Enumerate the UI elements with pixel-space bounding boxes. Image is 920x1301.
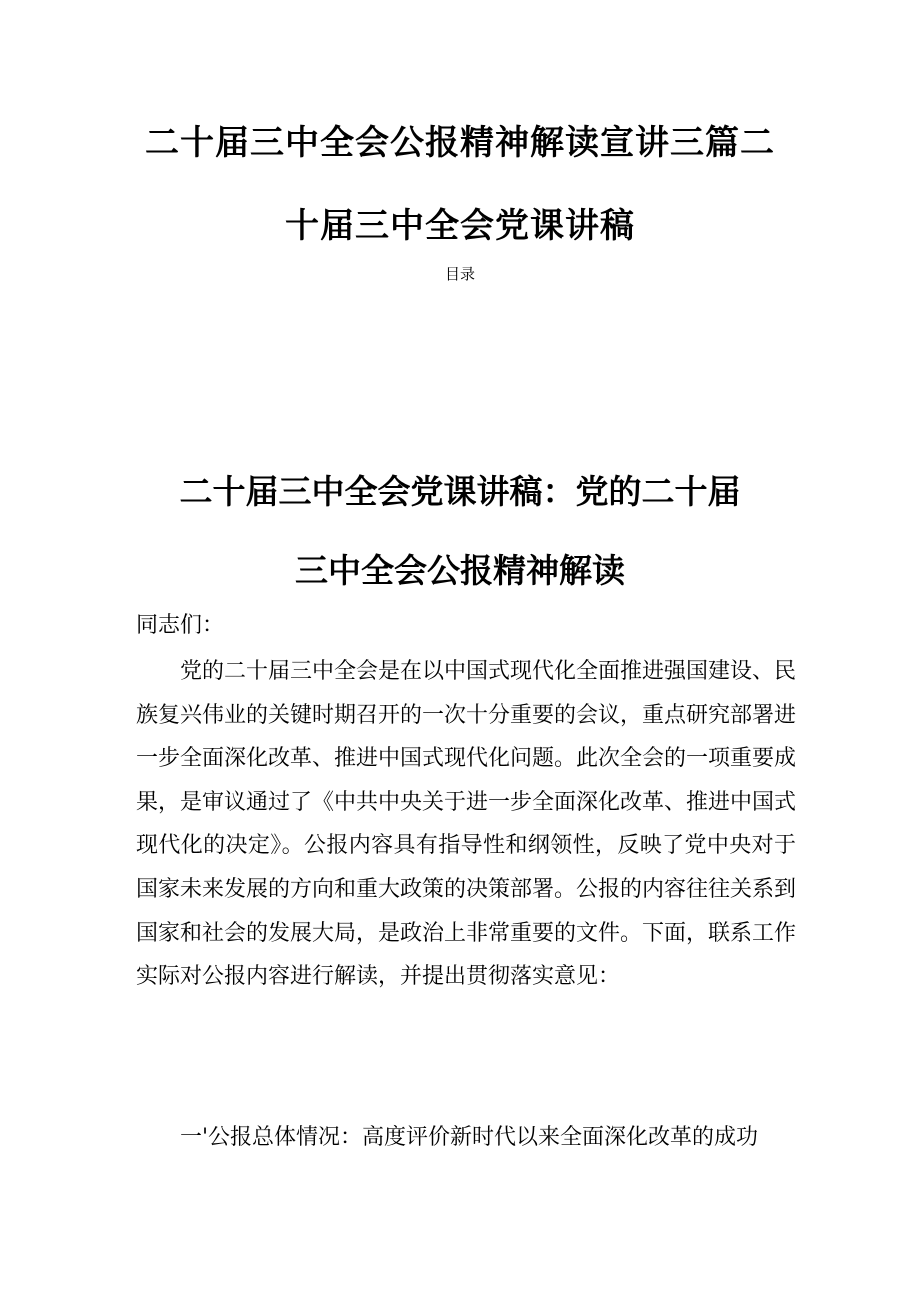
section-title-line-2: 三中全会公报精神解读 xyxy=(295,551,625,590)
section-heading-one: 一'公报总体情况：高度评价新时代以来全面深化改革的成功 xyxy=(180,1125,759,1150)
document-title-line-2: 十届三中全会党课讲稿 xyxy=(285,206,635,246)
salutation: 同志们： xyxy=(136,613,225,638)
body-paragraph: 党的二十届三中全会是在以中国式现代化全面推进强国建设、民族复兴伟业的关键时期召开的一次十分重要的会议，重点研究部署进一步全面深化改革、推进中国式现代化问题。此次全会的一项重要成果，是审议通过了《中共中央关于进一步全面深化改革、推进中国式现代化的决定》。公报内容具有指导性和纲领性，反映了党中央对于国家未来发展的方向和重大政策的决策部署。公报的内容往往关系到国家和社会的发展大局，是政治上非常重要的文件。下面，联系工作实际对公报内容进行解读，并提出贯彻落实意见： xyxy=(136,659,797,990)
document-title-line-1: 二十届三中全会公报精神解读宣讲三篇二 xyxy=(145,123,775,163)
section-title-line-1: 二十届三中全会党课讲稿：党的二十届 xyxy=(179,472,741,511)
table-of-contents-label: 目录 xyxy=(444,265,475,283)
